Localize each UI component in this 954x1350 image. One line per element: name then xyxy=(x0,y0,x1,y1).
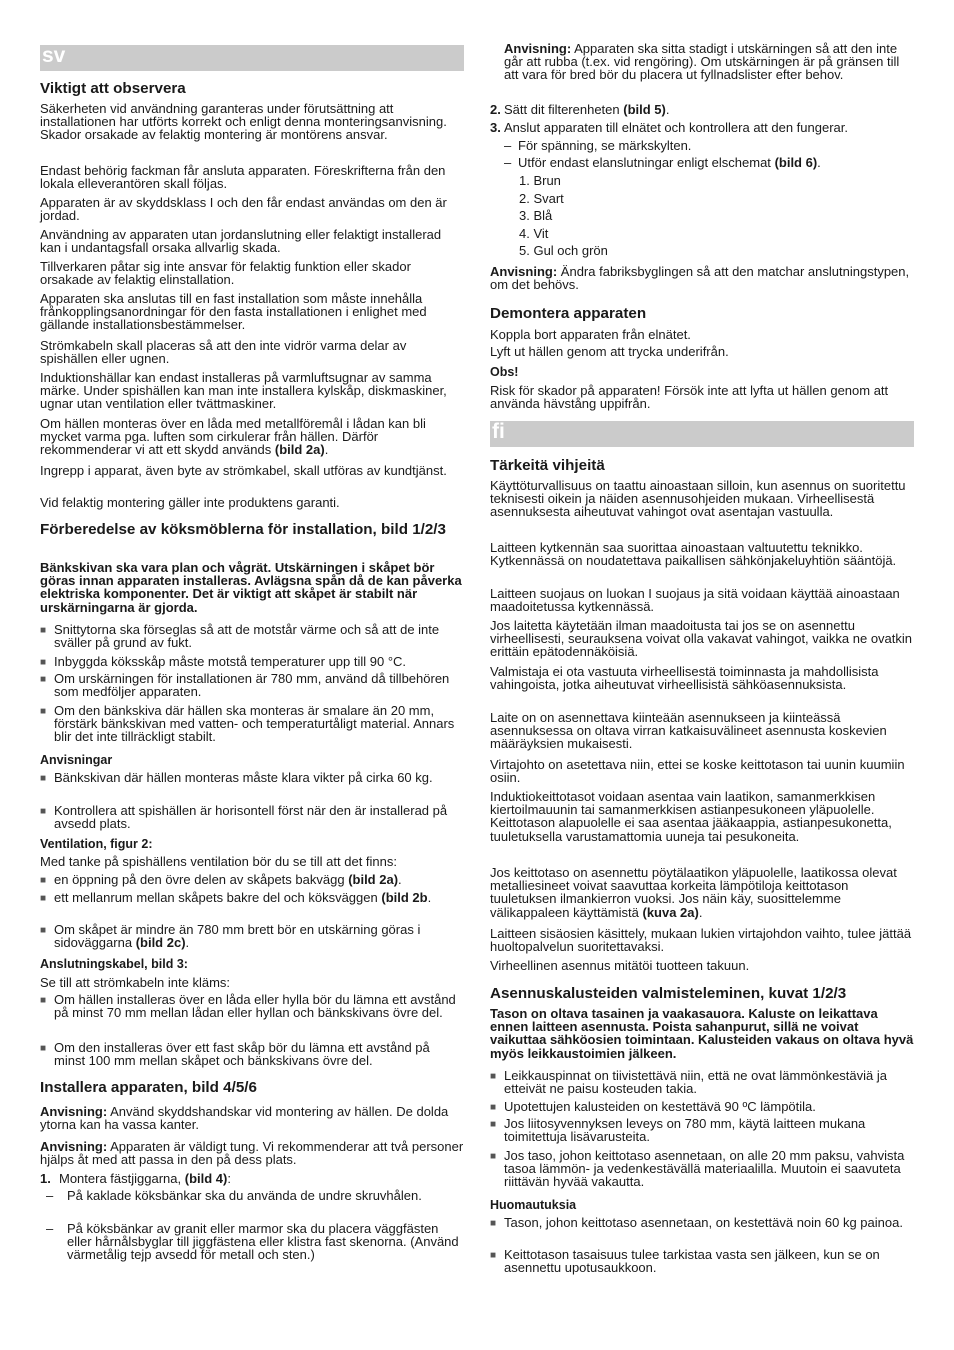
paragraph: Endast behörig fackman får ansluta apparaten. Föreskrifterna från den lokala elleverantören skall följas. xyxy=(40,163,446,192)
figure-ref: (bild 2c) xyxy=(135,935,186,951)
list-item: Utför endast elanslutningar enligt elschemat (bild 6). xyxy=(518,155,821,170)
wire-color-item: 5. Gul och grön xyxy=(519,243,608,258)
subheading: Ventilation, figur 2: xyxy=(40,837,153,851)
paragraph: Virheellinen asennus mitätöi tuotteen takuun. xyxy=(490,958,750,973)
list-item: Om den installeras över ett fast skåp bör du lämna ett avstånd på minst 100 mm mellan skåpet och bänkskivans övre del. xyxy=(54,1040,430,1069)
paragraph: Laitteen kytkennän saa suorittaa ainoastaan valtuutettu teknikko. Kytkennässä on noudatettava paikallisen sähkönjakeluyhtiön sääntöjä. xyxy=(490,540,897,569)
section-heading: Förberedelse av köksmöblerna för installation, bild 1/2/3 xyxy=(40,521,446,538)
bullet-square-icon: ■ xyxy=(40,706,47,717)
list-item: Kontrollera att spishällen är horisontell först när den är installerad på avsedd plats. xyxy=(54,803,448,832)
note-label: Anvisning: xyxy=(504,41,572,56)
paragraph: Laitteen sisäosien käsittely, mukaan lukien virtajohdon vaihto, tulee jättää huoltopalvelun suoritettavaksi. xyxy=(490,926,912,955)
paragraph: Vid felaktig montering gäller inte produktens garanti. xyxy=(40,495,340,510)
paragraph: Laite on on asennettava kiinteään asennukseen ja kiinteässä asennuksessa on oltava virran katkaisuvälineet asennusta koskevien määräyksien mukaisesti. xyxy=(490,710,887,752)
paragraph: Lyft ut hällen genom att trycka underifrån. xyxy=(490,344,729,359)
step-number: 3. xyxy=(490,120,501,135)
wire-color-item: 2. Svart xyxy=(519,191,564,206)
dash-bullet: – xyxy=(46,1221,54,1236)
paragraph: Apparaten är av skyddsklass I och den får endast användas om den är jordad. xyxy=(40,195,447,224)
bullet-square-icon: ■ xyxy=(40,995,47,1006)
bullet-square-icon: ■ xyxy=(490,1151,497,1162)
step-number: 2. xyxy=(490,102,501,117)
bullet-square-icon: ■ xyxy=(40,773,47,784)
language-bar-fi xyxy=(490,421,914,447)
section-heading: Viktigt att observera xyxy=(40,80,186,97)
list-item: Inbyggda köksskåp måste motstå temperaturer upp till 90 °C. xyxy=(54,654,407,669)
list-item: Upotettujen kalusteiden on kestettävä 90 ºC lämpötila. xyxy=(504,1099,816,1114)
dash-bullet: – xyxy=(504,155,512,170)
list-item: Leikkauspinnat on tiivistettävä niin, että ne ovat lämmönkestäviä ja etteivät ne paisu kosteuden takia. xyxy=(504,1068,887,1097)
list-item: ett mellanrum mellan skåpets bakre del och köksväggen (bild 2b. xyxy=(54,890,432,905)
section-heading: Demontera apparaten xyxy=(490,305,647,322)
note-label: Anvisning: xyxy=(490,264,558,279)
bullet-square-icon: ■ xyxy=(40,1043,47,1054)
bold-paragraph: Bänkskivan ska vara plan och vågrät. Utskärningen i skåpet bör göras innan apparaten installeras. Avlägsna spån då de kan påverka elektriska komponenter. Det är viktigt att skåpet är stabilt när urskärningarna är gjorda. xyxy=(40,560,462,615)
list-item: Om urskärningen för installationen är 780 mm, använd då tillbehören som medföljer apparaten. xyxy=(54,671,450,700)
bold-paragraph: Tason on oltava tasainen ja vaakasauora. Kaluste on leikattava ennen laitteen asennusta. Poista sahanpurut, sillä ne voivat vaikuttaa sähköosien toimintaan. Kalusteiden vakaus on oltava hyvä myös leikkaustoimien jälkeen. xyxy=(490,1006,914,1061)
figure-ref: (kuva 2a) xyxy=(642,904,699,920)
paragraph: Anvisning: Apparaten är väldigt tung. Vi rekommenderar att två personer hjälps åt med att passa in den på dess plats. xyxy=(40,1139,464,1168)
bullet-square-icon: ■ xyxy=(490,1071,497,1082)
figure-ref: (bild 2a) xyxy=(348,872,399,887)
list-item: På köksbänkar av granit eller marmor ska du placera väggfästen eller hårnålsbyglar till jiggfästena eller klistra fast skenorna. (Använd värmetålig tejp avsedd för metall och sten.) xyxy=(67,1221,459,1263)
paragraph: Virtajohto on asetettava niin, ettei se koske keittotason tai uunin kuumiin osiin. xyxy=(490,757,905,786)
figure-ref: (bild 5) xyxy=(623,102,666,117)
paragraph: Se till att strömkabeln inte kläms: xyxy=(40,975,231,990)
language-bar-sv xyxy=(40,45,464,71)
step-number: 1. xyxy=(40,1171,51,1186)
paragraph: Apparaten ska anslutas till en fast installation som måste innehålla frånkopplingsanordningar för den fasta installationen i enlighet med gällande installationsbestämmelser. xyxy=(40,291,427,333)
paragraph: Laitteen suojaus on luokan I suojaus ja sitä voidaan käyttää ainoastaan maadoitetussa kytkennässä. xyxy=(490,586,900,615)
paragraph: Risk för skador på apparaten! Försök inte att lyfta ut hällen genom att använda hävstång uppifrån. xyxy=(490,383,889,412)
paragraph: Induktiokeittotasot voidaan asentaa vain laatikon, samanmerkkisen kiertoilmauunin tai samanmerkkisen astianpesukoneen yläpuolelle. Keittotason alapuolelle ei saa asentaa jääkaappia, astianpesukonetta, tuuletuksella varustamattomia uuneja tai pesukoneita. xyxy=(490,789,892,844)
bullet-square-icon: ■ xyxy=(40,893,47,904)
paragraph: Jos keittotaso on asennettu pöytälaatikon yläpuolelle, laatikossa olevat metalliesineet voivat saavuttaa korkeita lämpötiloja keittotason tuuletuksen ilmankierron vuoksi. Jos näin käy, suosittelemme välikappaleen käyttämistä (kuva 2a). xyxy=(490,865,897,920)
language-code: fi xyxy=(492,420,505,443)
paragraph: Käyttöturvallisuus on taattu ainoastaan silloin, kun asennus on suoritettu teknisesti oikein ja näiden asennusohjeiden mukaan. Virheellisestä asennuksesta aiheutuvat vahingot ovat asentajan vastuulla. xyxy=(490,478,906,520)
paragraph: Ingrepp i apparat, även byte av strömkabel, skall utföras av kundtjänst. xyxy=(40,463,447,478)
dash-bullet: – xyxy=(46,1188,54,1203)
list-item: Snittytorna ska förseglas så att de motstår värme och så att de inte sväller på grund av fukt. xyxy=(54,622,440,651)
bullet-square-icon: ■ xyxy=(40,875,47,886)
paragraph: Valmistaja ei ota vastuuta virheellisestä toiminnasta ja mahdollisista vahingoista, jotka aiheutuvat virheellisistä sähköasennuksista. xyxy=(490,664,879,693)
paragraph: Användning av apparaten utan jordanslutning eller felaktigt installerad kan i undantagsfall orsaka allvarlig skada. xyxy=(40,227,442,256)
paragraph: Strömkabeln skall placeras så att den inte vidrör varma delar av spishällen eller ugnen. xyxy=(40,338,407,367)
figure-ref: (bild 4) xyxy=(184,1171,228,1186)
list-item: en öppning på den övre delen av skåpets bakvägg (bild 2a). xyxy=(54,872,402,887)
bullet-square-icon: ■ xyxy=(490,1218,497,1229)
note-label: Anvisning: xyxy=(40,1104,108,1119)
list-item: Keittotason tasaisuus tulee tarkistaa vasta sen jälkeen, kun se on asennettu upotusaukkoon. xyxy=(504,1247,880,1276)
bullet-square-icon: ■ xyxy=(40,657,47,668)
list-item: Om den bänkskiva där hällen ska monteras är smalare än 20 mm, förstärk bänkskivan med vatten- och temperaturtåligt material. Annars blir det inte tillräckligt stabilt. xyxy=(54,703,455,745)
bullet-square-icon: ■ xyxy=(490,1102,497,1113)
note-label: Anvisning: xyxy=(40,1139,108,1154)
figure-ref: (bild 6) xyxy=(774,155,818,170)
figure-ref: (bild 2a) xyxy=(274,442,325,458)
subheading: Huomautuksia xyxy=(490,1198,577,1212)
subheading: Anslutningskabel, bild 3: xyxy=(40,957,188,971)
bullet-square-icon: ■ xyxy=(490,1250,497,1261)
paragraph: Om hällen monteras över en låda med metallföremål i lådan kan bli mycket varma pga. luften som cirkulerar från hällen. Därför rekommenderar vi att ett skydd används (bild 2a). xyxy=(40,416,426,458)
wire-color-item: 1. Brun xyxy=(519,173,561,188)
list-item: Jos taso, johon keittotaso asennetaan, on alle 20 mm paksu, vahvista tasoa lämmön- ja vedenkestävällä materiaalilla. Muutoin ei saavuteta riittävän hyvää vakautta. xyxy=(504,1148,905,1190)
list-item: Bänkskivan där hällen monteras måste klara vikter på cirka 60 kg. xyxy=(54,770,433,785)
paragraph: Anvisning: Använd skyddshandskar vid montering av hällen. De dolda ytorna kan ha vassa kanter. xyxy=(40,1104,449,1133)
list-item: Jos liitosyvennyksen leveys on 780 mm, käytä laitteen mukana toimitettuja lisävarusteita. xyxy=(504,1116,866,1145)
list-item: Om skåpet är mindre än 780 mm brett bör en utskärning göras i sidoväggarna (bild 2c). xyxy=(54,922,421,951)
paragraph: Anvisning: Ändra fabriksbyglingen så att den matchar anslutningstypen, om det behövs. xyxy=(490,264,910,293)
list-item: Om hällen installeras över en låda eller hylla bör du lämna ett avstånd på minst 70 mm mellan lådan eller hyllan och bänkskivans övre del. xyxy=(54,992,456,1021)
language-code: sv xyxy=(42,44,66,67)
bullet-square-icon: ■ xyxy=(40,625,47,636)
step-text: Sätt dit filterenheten (bild 5). xyxy=(504,102,670,117)
warning-label: Obs! xyxy=(490,365,519,379)
step-text: Montera fästjiggarna, (bild 4): xyxy=(59,1171,231,1186)
list-item: För spänning, se märkskylten. xyxy=(518,138,692,153)
dash-bullet: – xyxy=(504,138,512,153)
paragraph: Med tanke på spishällens ventilation bör du se till att det finns: xyxy=(40,854,397,869)
paragraph: Tillverkaren påtar sig inte ansvar för felaktig funktion eller skador orsakade av felaktig elinstallation. xyxy=(40,259,411,288)
paragraph: Induktionshällar kan endast installeras på varmluftsugnar av samma märke. Under spishällen kan man inte installera kylskåp, diskmaskiner, ugnar utan ventilation eller tvättmaskiner. xyxy=(40,370,447,412)
wire-color-item: 3. Blå xyxy=(519,208,553,223)
section-heading: Tärkeitä vihjeitä xyxy=(490,457,605,474)
list-item: Tason, johon keittotaso asennetaan, on kestettävä noin 60 kg painoa. xyxy=(504,1215,903,1230)
wire-color-item: 4. Vit xyxy=(519,226,549,241)
paragraph: Anvisning: Apparaten ska sitta stadigt i utskärningen så att den inte går att rubba (t.ex. vid rengöring). Om utskärningen är på gränsen till att vara för bred bör du placera ut fyllnadslister efter behov. xyxy=(504,41,900,83)
bullet-square-icon: ■ xyxy=(490,1119,497,1130)
bullet-square-icon: ■ xyxy=(40,674,47,685)
paragraph: Säkerheten vid användning garanteras under förutsättning att installationen har utförts korrekt och enligt denna monteringsanvisning. Skador orsakade av felaktig montering är montörens ansvar. xyxy=(40,101,447,143)
bullet-square-icon: ■ xyxy=(40,806,47,817)
paragraph: Jos laitetta käytetään ilman maadoitusta tai jos se on asennettu virheellisesti, seurauksena voivat olla vakavat vahingot, vaikka ne ovatkin erittäin epätodennäköisiä. xyxy=(490,618,913,660)
step-text: Anslut apparaten till elnätet och kontrollera att den fungerar. xyxy=(504,120,848,135)
subheading: Anvisningar xyxy=(40,753,113,767)
bullet-square-icon: ■ xyxy=(40,925,47,936)
list-item: På kaklade köksbänkar ska du använda de undre skruvhålen. xyxy=(67,1188,422,1203)
section-heading: Asennuskalusteiden valmisteleminen, kuvat 1/2/3 xyxy=(490,985,847,1002)
section-heading: Installera apparaten, bild 4/5/6 xyxy=(40,1079,257,1096)
figure-ref: (bild 2b xyxy=(381,890,428,905)
paragraph: Koppla bort apparaten från elnätet. xyxy=(490,327,691,342)
